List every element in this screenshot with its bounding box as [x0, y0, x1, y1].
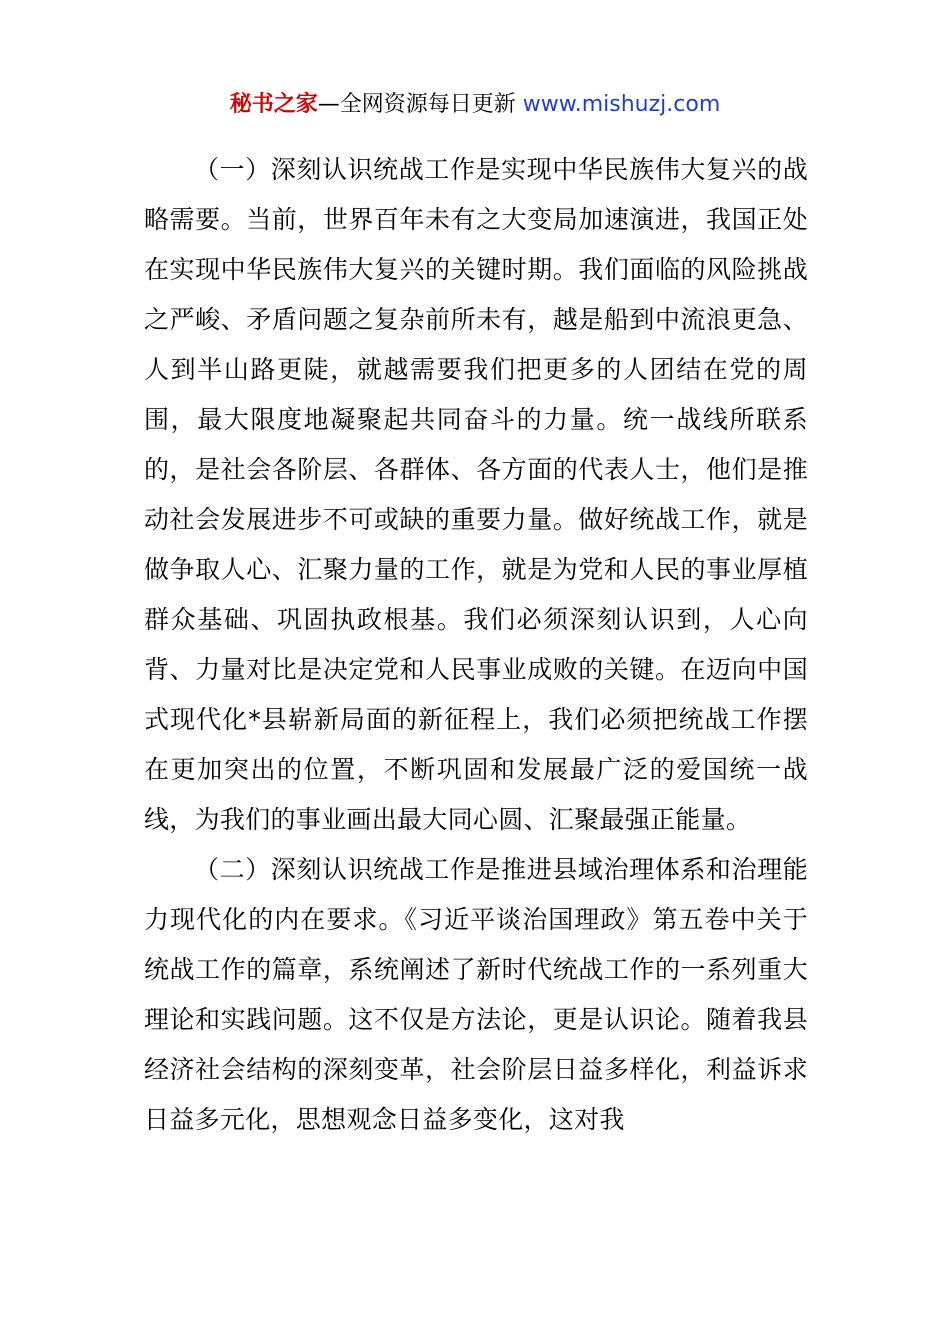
paragraph-2: （二）深刻认识统战工作是推进县域治理体系和治理能力现代化的内在要求。《习近平谈治国理政》第五卷中关于统战工作的篇章，系统阐述了新时代统战工作的一系列重大理论和实践问题。这不仅是方法论，更是认识论。随着我县经济社会结构的深刻变革，社会阶层日益多样化，利益诉求日益多元化，思想观念日益多变化，这对我 [144, 855, 808, 1134]
site-header [0, 88, 950, 122]
document-body [144, 145, 808, 1145]
site-slogan: —全网资源每日更新 [317, 92, 516, 117]
site-url-link[interactable]: www.mishuzj.com [522, 92, 721, 117]
site-brand: 秘书之家 [229, 92, 318, 117]
paragraph-1: （一）深刻认识统战工作是实现中华民族伟大复兴的战略需要。当前，世界百年未有之大变局加速演进，我国正处在实现中华民族伟大复兴的关键时期。我们面临的风险挑战之严峻、矛盾问题之复杂前所未有，越是船到中流浪更急、人到半山路更陡，就越需要我们把更多的人团结在党的周围，最大限度地凝聚起共同奋斗的力量。统一战线所联系的，是社会各阶层、各群体、各方面的代表人士，他们是推动社会发展进步不可或缺的重要力量。做好统战工作，就是做争取人心、汇聚力量的工作，就是为党和人民的事业厚植群众基础、巩固执政根基。我们必须深刻认识到，人心向背、力量对比是决定党和人民事业成败的关键。在迈向中国式现代化*县崭新局面的新征程上，我们必须把统战工作摆在更加突出的位置，不断巩固和发展最广泛的爱国统一战线，为我们的事业画出最大同心圆、汇聚最强正能量。 [144, 155, 808, 834]
